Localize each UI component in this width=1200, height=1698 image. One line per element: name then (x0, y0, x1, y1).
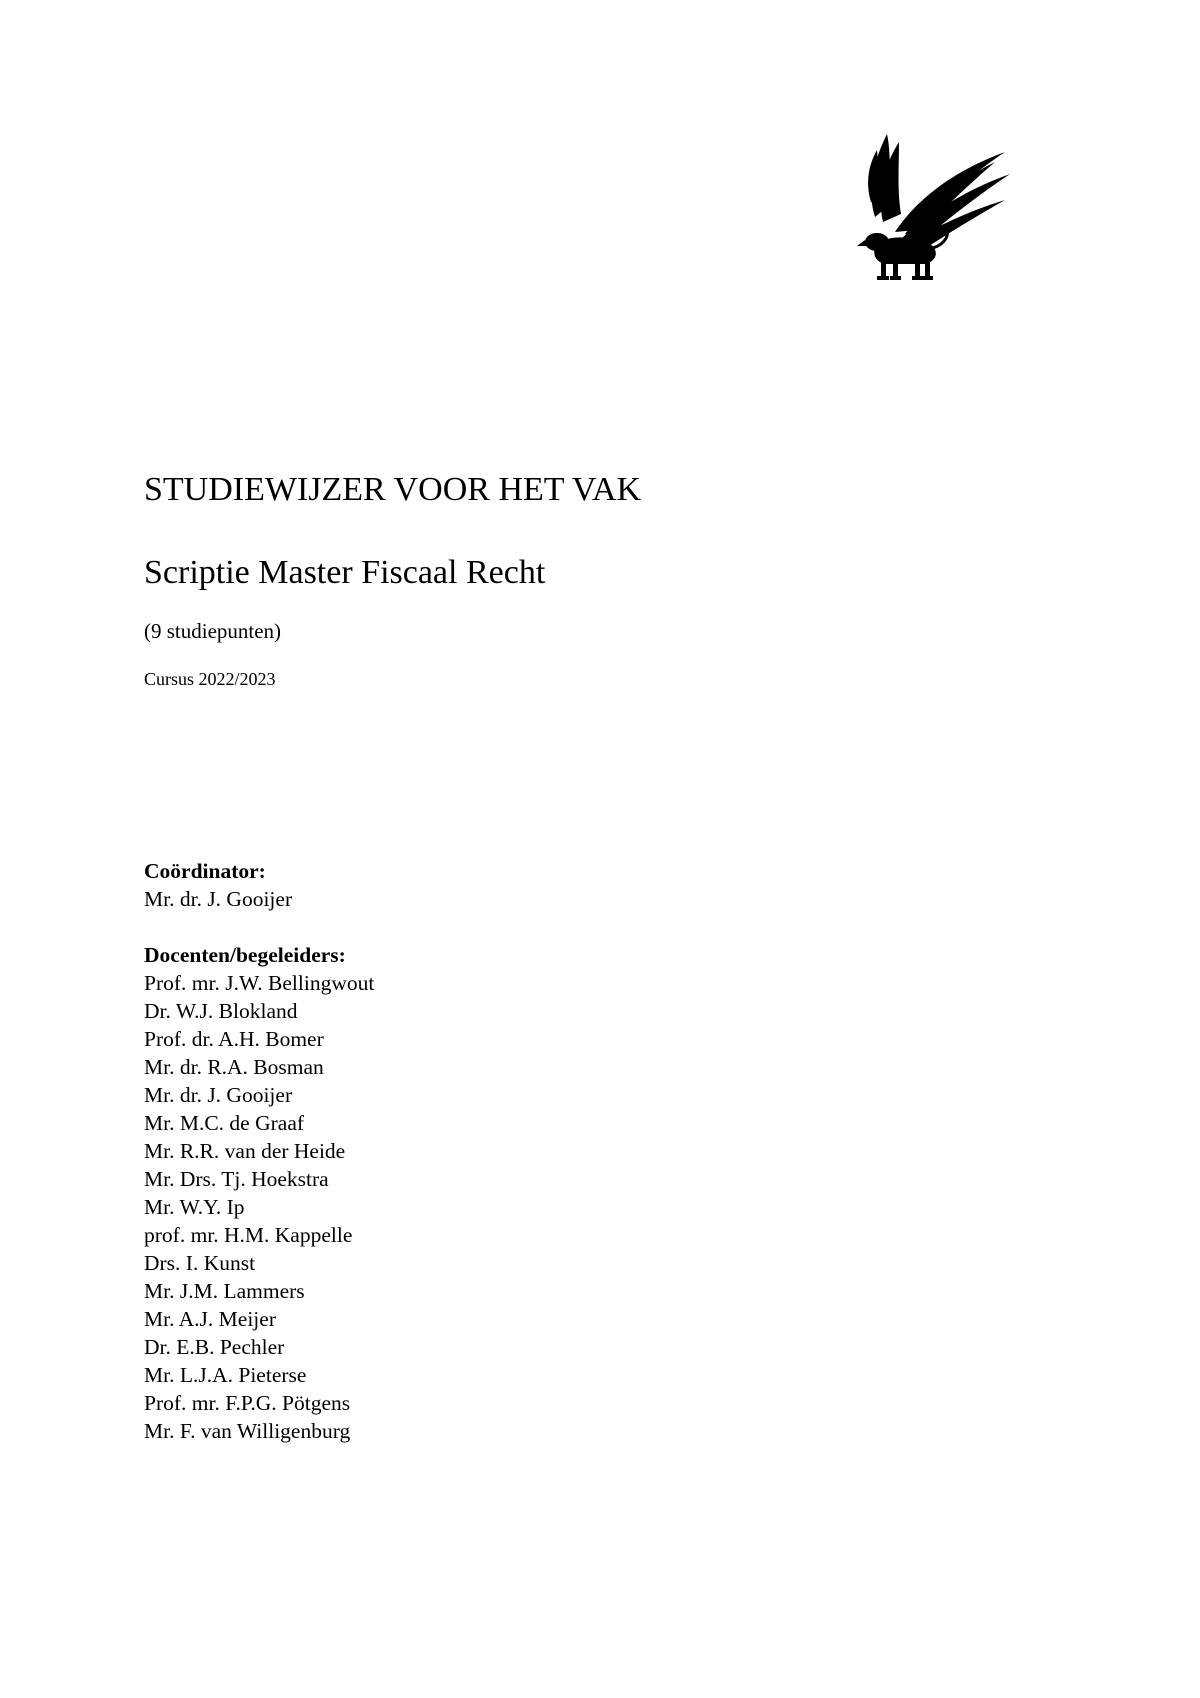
teacher-name: Dr. W.J. Blokland (144, 999, 298, 1023)
teacher-name: Prof. mr. F.P.G. Pötgens (144, 1391, 351, 1415)
teacher-name: Mr. M.C. de Graaf (144, 1111, 305, 1135)
teacher-name: Mr. R.R. van der Heide (144, 1139, 346, 1163)
staff-section (144, 857, 374, 1445)
teacher-name: Prof. mr. J.W. Bellingwout (144, 971, 375, 995)
course-credits: (9 studiepunten) (144, 619, 282, 643)
teacher-name: Mr. W.Y. Ip (144, 1195, 245, 1219)
teacher-name: Mr. L.J.A. Pieterse (144, 1363, 307, 1387)
teacher-name: Mr. dr. R.A. Bosman (144, 1055, 324, 1079)
teacher-name: Dr. E.B. Pechler (144, 1335, 285, 1359)
teacher-name: Mr. Drs. Tj. Hoekstra (144, 1167, 329, 1191)
teacher-name: Drs. I. Kunst (144, 1251, 256, 1275)
teacher-name: Mr. A.J. Meijer (144, 1307, 276, 1331)
teacher-name: Mr. F. van Willigenburg (144, 1419, 351, 1443)
teacher-name: Mr. dr. J. Gooijer (144, 1083, 293, 1107)
teachers-heading: Docenten/begeleiders: (144, 943, 346, 967)
coordinator-name: Mr. dr. J. Gooijer (144, 887, 293, 911)
teacher-name: prof. mr. H.M. Kappelle (144, 1223, 353, 1247)
teacher-name: Mr. J.M. Lammers (144, 1279, 305, 1303)
document-title: STUDIEWIJZER VOOR HET VAK (144, 471, 642, 508)
course-year: Cursus 2022/2023 (144, 669, 276, 689)
coordinator-heading: Coördinator: (144, 859, 266, 883)
course-name: Scriptie Master Fiscaal Recht (144, 554, 546, 591)
teacher-name: Prof. dr. A.H. Bomer (144, 1027, 324, 1051)
university-griffin-logo-icon (855, 122, 1015, 282)
